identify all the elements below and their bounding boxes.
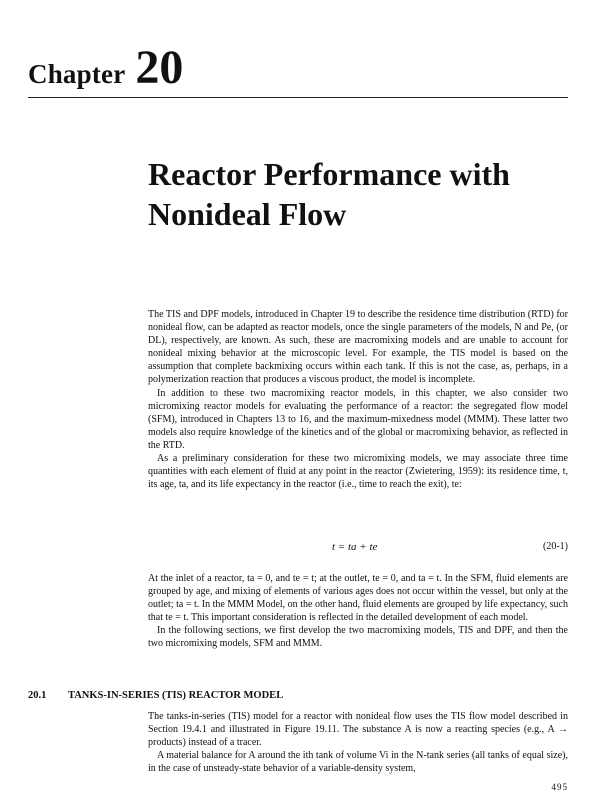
paragraph: A material balance for A around the ith tank of volume Vi in the N-tank series (all tanks of equal size), in the case of unsteady-state behavior of a variable-density system, — [148, 750, 568, 775]
paragraph: The TIS and DPF models, introduced in Chapter 19 to describe the residence time distribution (RTD) for nonideal flow, can be adapted as reactor models, once the single parameters of the models, N and Pe, (or DL), respectively, are known. As such, these are macromixing models and are unable to account for nonideal mixing behavior at the microscopic level. For example, the TIS model is based on the assumption that complete backmixing occurs within each tank. If this is not the case, as, perhaps, in a polymerization reaction that produces a viscous product, the model is incomplete. — [148, 309, 568, 386]
chapter-title-line-2: Nonideal Flow — [148, 196, 347, 232]
section-number: 20.1 — [28, 690, 47, 701]
chapter-title-line-1: Reactor Performance with — [148, 156, 510, 192]
paragraph: In the following sections, we first develop the two macromixing models, TIS and DPF, and then the two micromixing models, SFM and MMM. — [148, 625, 568, 650]
section-heading — [28, 690, 283, 701]
paragraph: As a preliminary consideration for these two micromixing models, we may associate three time quantities with each element of fluid at any point in the reactor (Zwietering, 1959): its residence time, t, its age, ta, and its life expectancy in the reactor (i.e., time to reach the exit), te: — [148, 453, 568, 491]
page-number: 495 — [551, 782, 568, 792]
intro-text — [148, 308, 568, 491]
chapter-title — [148, 154, 510, 234]
chapter-rule — [28, 97, 568, 98]
paragraph: At the inlet of a reactor, ta = 0, and te = t; at the outlet, te = 0, and ta = t. In the SFM, fluid elements are grouped by age, and mixing of elements of various ages does not occur within the vessel, but only at the outlet; ta = t. In the MMM Model, on the other hand, fluid elements are grouped by life expectancy, such that te = t. This important consideration is reflected in the detailed development of each model. — [148, 573, 568, 624]
equation-number: (20-1) — [543, 541, 568, 552]
paragraph: In addition to these two macromixing reactor models, in this chapter, we also consider two micromixing reactor models for evaluating the performance of a reactor: the segregated flow model (SFM), introduced in Chapters 13 to 16, and the maximum-mixedness model (MMM). These latter two models also require knowledge of the kinetics and of the global or macromixing behavior, as reflected in the RTD. — [148, 387, 568, 451]
section-text — [148, 710, 568, 775]
section-title: TANKS-IN-SERIES (TIS) REACTOR MODEL — [68, 690, 284, 701]
chapter-label: Chapter — [28, 59, 126, 89]
post-equation-text — [148, 572, 568, 651]
paragraph: The tanks-in-series (TIS) model for a reactor with nonideal flow uses the TIS flow model described in Section 19.4.1 and illustrated in Figure 19.11. The substance A is now a reacting species (e.g., A → products) instead of a tracer. — [148, 711, 568, 749]
equation-20-1 — [148, 541, 568, 555]
chapter-number: 20 — [135, 41, 184, 94]
equation-body: t = ta + te — [332, 541, 378, 553]
chapter-heading — [28, 40, 183, 95]
